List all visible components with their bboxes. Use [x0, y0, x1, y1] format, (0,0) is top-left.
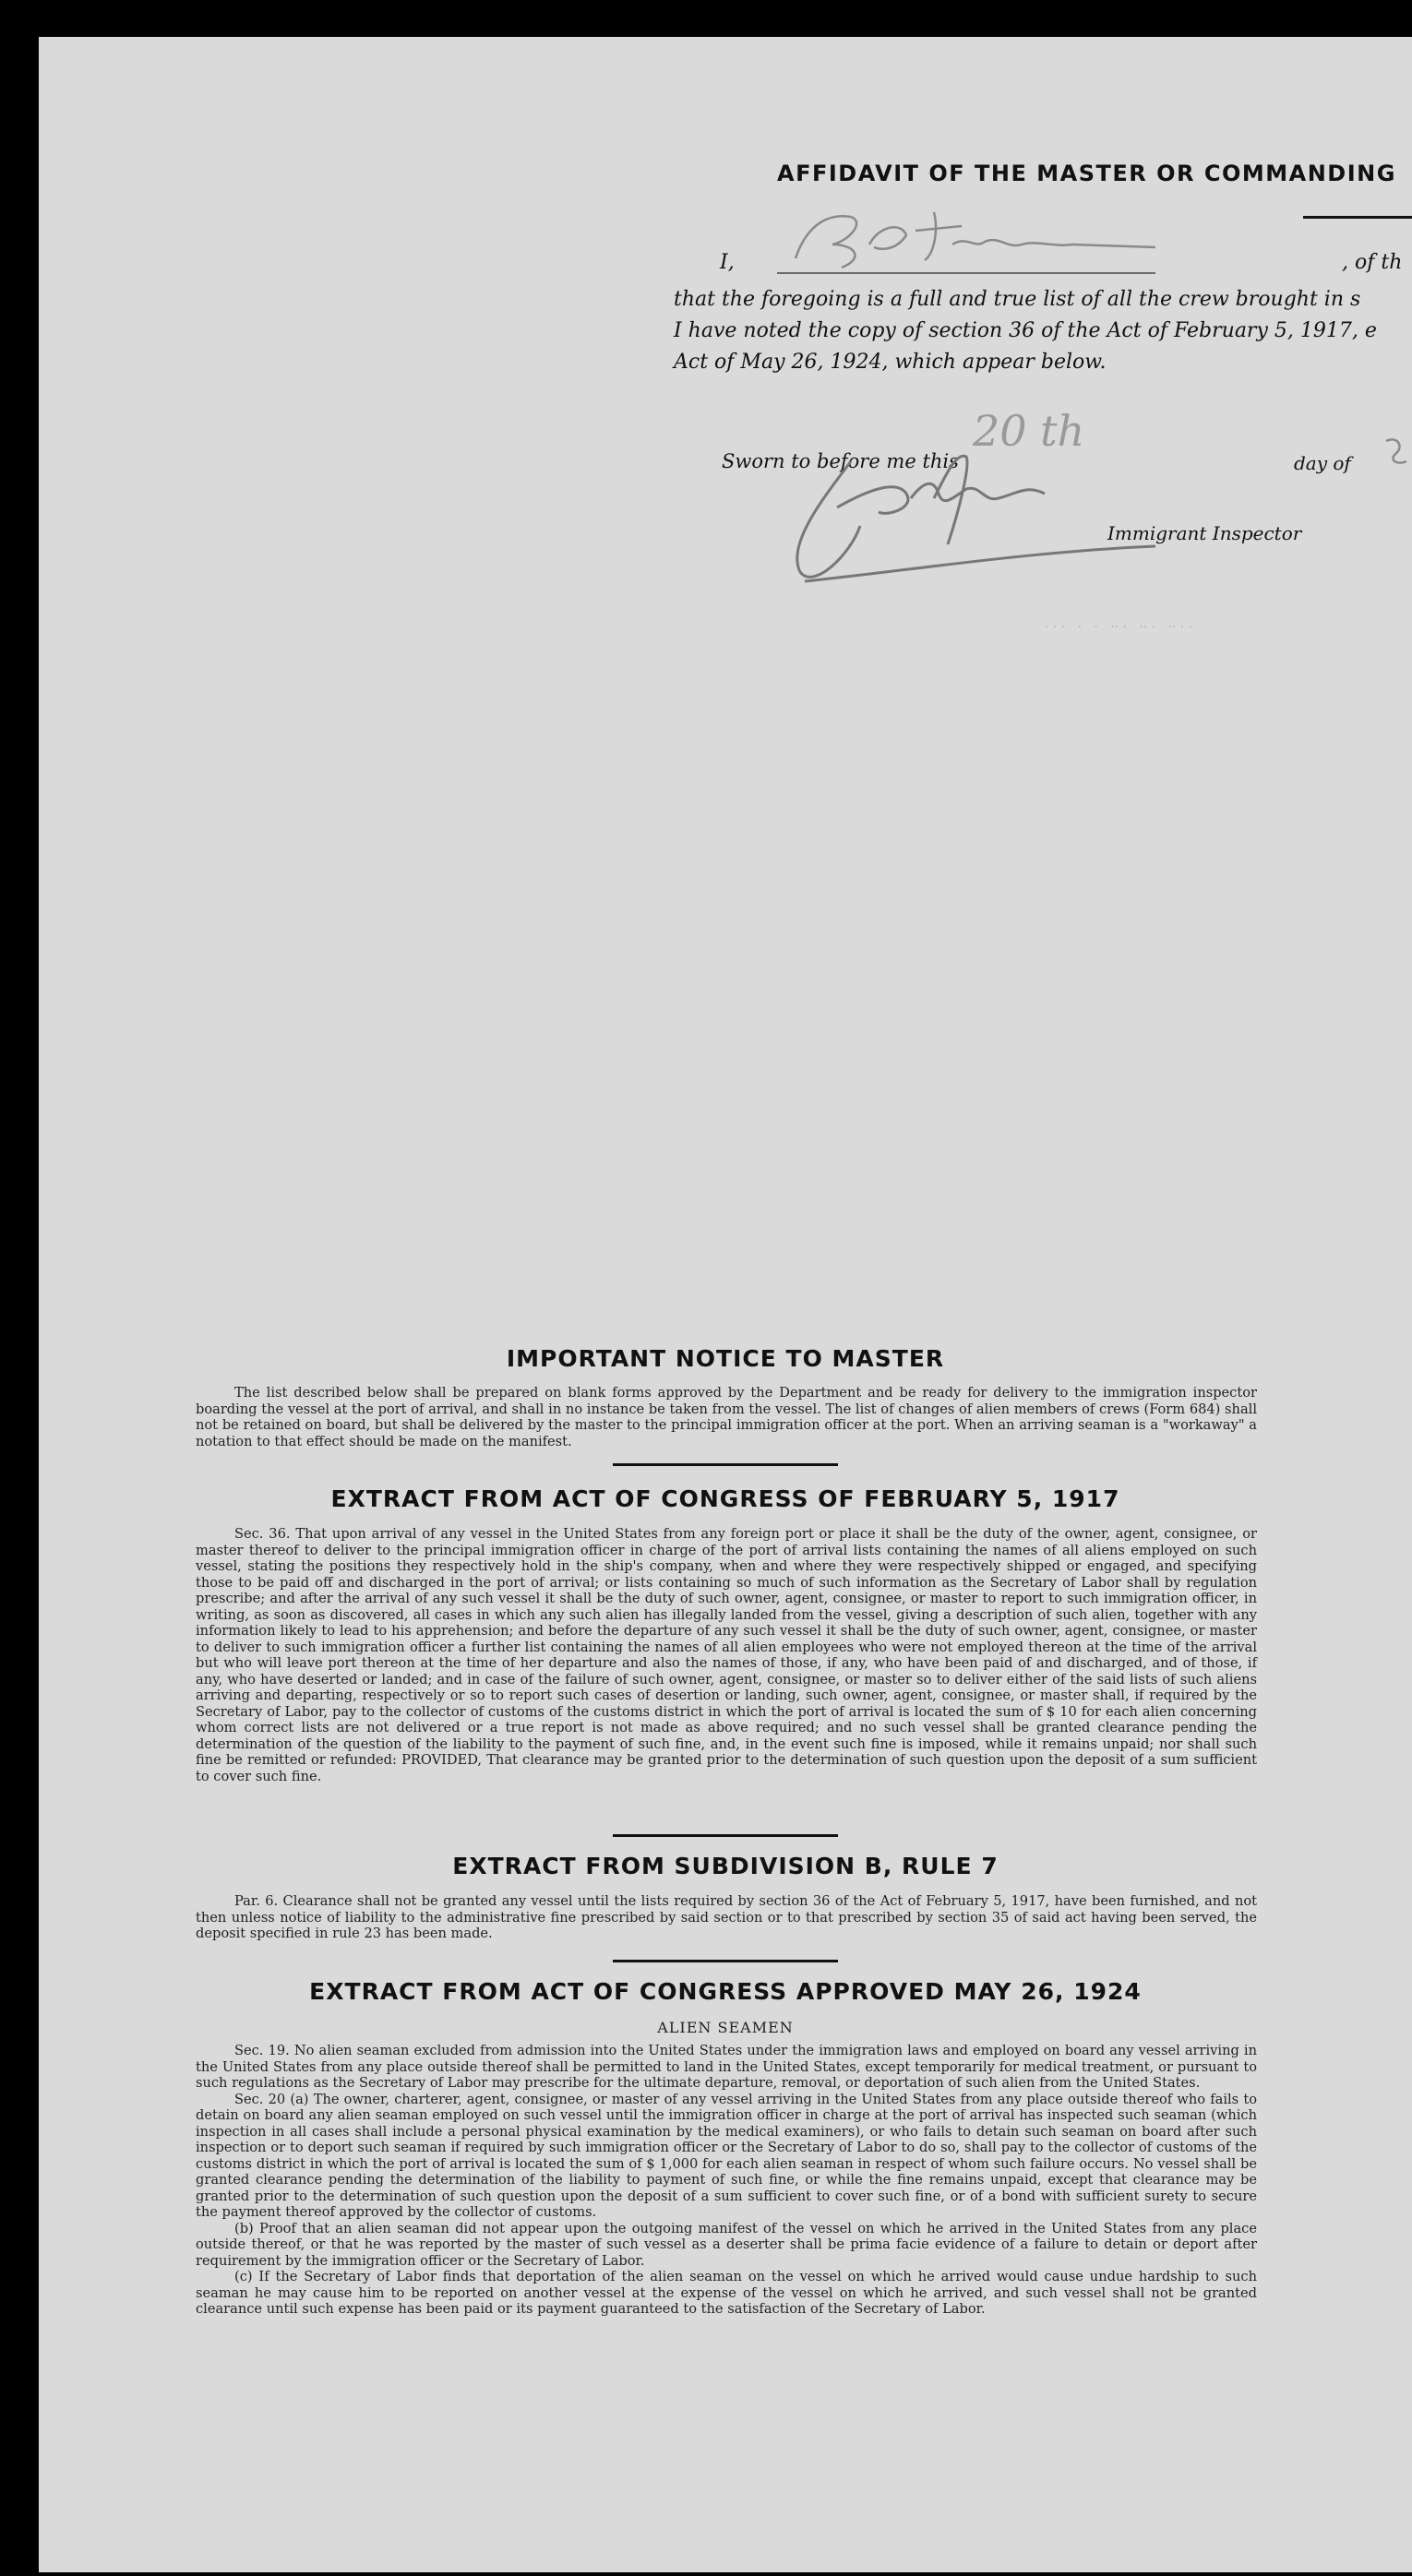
inspector-signature	[749, 443, 1174, 590]
master-signature	[777, 194, 1165, 277]
day-of-label: day of	[1294, 452, 1351, 474]
affidavit-line3: I have noted the copy of section 36 of the Act of February 5, 1917, e	[674, 319, 1377, 342]
notice-body	[196, 1385, 1257, 1449]
alien-seamen-subtitle: ALIEN SEAMEN	[657, 2019, 794, 2036]
notice-title: IMPORTANT NOTICE TO MASTER	[506, 1345, 945, 1372]
section-divider	[613, 1463, 838, 1466]
document-page	[39, 37, 1412, 2572]
sec19-paragraph: Sec. 19. No alien seaman excluded from admission into the United States under the immigration laws and employed on board any vessel arriving in the United States from any place outside thereof shall be permitted to land in the United States, except temporarily for medical treatment, or pursuant to such regulations as the Secretary of Labor may prescribe for the ultimate departure, removal, or deportation of such alien from the United States.	[196, 2043, 1257, 2091]
sec20c-paragraph: (c) If the Secretary of Labor finds that deportation of the alien seaman on the vessel on which he arrived would cause undue hardship to such seaman he may cause him to be reported on another vessel at the expense of the vessel on which he arrived, and such vessel shall not be granted clearance until such expense has been paid or its payment guaranteed to the satisfaction of the Secretary of Labor.	[196, 2269, 1257, 2317]
extract-rule7-body	[196, 1893, 1257, 1942]
affidavit-line1-suffix: , of th	[1342, 251, 1403, 274]
extract-1917-title: EXTRACT FROM ACT OF CONGRESS OF FEBRUARY 5, 1917	[330, 1485, 1120, 1512]
affidavit-line4: Act of May 26, 1924, which appear below.	[674, 351, 1107, 374]
day-handwritten: 20 th	[973, 406, 1085, 456]
bleed-through-marks: · · · · · ·· · ·· · ·· · ·	[1045, 620, 1193, 635]
day-of-fill-mark	[1379, 434, 1412, 471]
affidavit-line2: that the foregoing is a full and true list of all the crew brought in s	[674, 288, 1361, 311]
section-divider	[613, 1834, 838, 1837]
affidavit-line1-prefix: I,	[720, 251, 735, 274]
extract-1924-title: EXTRACT FROM ACT OF CONGRESS APPROVED MAY 26, 1924	[309, 1978, 1142, 2005]
sec36-paragraph: Sec. 36. That upon arrival of any vessel in the United States from any foreign port or place it shall be the duty of the owner, agent, consignee, or master thereof to deliver to the principal immigration officer in charge of the port of arrival lists containing the names of all aliens employed on such vessel, stating the positions they respectively hold in the ship's company, when and where they were respectively shipped or engaged, and specifying those to be paid off and discharged in the port of arrival; or lists containing so much of such information as the Secretary of Labor shall by regulation prescribe; and after the arrival of any such vessel it shall be the duty of such owner, agent, consignee, or master to report to such immigration officer, in writing, as soon as discovered, all cases in which any such alien has illegally landed from the vessel, giving a description of such alien, together with any information likely to lead to his apprehension; and before the departure of any such vessel it shall be the duty of such owner, agent, consignee, or master to deliver to such immigration officer a further list containing the names of all alien employees who were not employed thereon at the time of the arrival but who will leave port thereon at the time of her departure and also the names of those, if any, who have been paid of and discharged, and of those, if any, who have deserted or landed; and in case of the failure of such owner, agent, consignee, or master so to deliver either of the said lists of such aliens arriving and departing, respectively or so to report such cases of desertion or landing, such owner, agent, consignee, or master shall, if required by the Secretary of Labor, pay to the collector of customs of the customs district in which the port of arrival is located the sum of $ 10 for each alien concerning whom correct lists are not delivered or a true report is not made as above required; and no such vessel shall be granted clearance pending the determination of the question of the liability to the payment of such fine, and, in the event such fine is imposed, while it remains unpaid; nor shall such fine be remitted or refunded: PROVIDED, That clearance may be granted prior to the determination of such question upon the deposit of a sum sufficient to cover such fine.	[196, 1526, 1257, 1784]
section-divider	[613, 1960, 838, 1962]
affidavit-rule	[1303, 216, 1412, 219]
affidavit-title: AFFIDAVIT OF THE MASTER OR COMMANDING	[777, 161, 1396, 186]
extract-1924-body	[196, 2043, 1257, 2318]
par6-paragraph: Par. 6. Clearance shall not be granted any vessel until the lists required by section 36 of the Act of February 5, 1917, have been furnished, and not then unless notice of liability to the administrative fine prescribed by said section or to that prescribed by section 35 of said act having been served, the deposit specified in rule 23 has been made.	[196, 1893, 1257, 1941]
sec20b-paragraph: (b) Proof that an alien seaman did not appear upon the outgoing manifest of the vessel on which he arrived in the United States from any place outside thereof, or that he was reported by the master of such vessel as a deserter shall be prima facie evidence of a failure to detain or deport after requirement by the immigration officer or the Secretary of Labor.	[196, 2220, 1257, 2269]
sec20a-paragraph: Sec. 20 (a) The owner, charterer, agent, consignee, or master of any vessel arriving in the United States from any place outside thereof who fails to detain on board any alien seaman employed on such vessel until the immigration officer in charge at the port of arrival has inspected such seaman (which inspection in all cases shall include a personal physical examination by the medical examiners), or who fails to detain such seaman on board after such inspection or to deport such seaman if required by such immigration officer or the Secretary of Labor to do so, shall pay to the collector of customs of the customs district in which the port of arrival is located the sum of $ 1,000 for each alien seaman in respect of whom such failure occurs. No vessel shall be granted clearance pending the determination of the liability to payment of such fine, or while the fine remains unpaid, except that clearance may be granted prior to the determination of such question upon the deposit of a sum sufficient to cover such fine, or of a bond with sufficient surety to secure the payment thereof approved by the collector of customs.	[196, 2091, 1257, 2220]
extract-1917-body	[196, 1526, 1257, 1784]
inspector-label: Immigrant Inspector	[1107, 522, 1302, 544]
notice-paragraph: The list described below shall be prepared on blank forms approved by the Department and be ready for delivery to the immigration inspector boarding the vessel at the port of arrival, and shall in no instance be taken from the vessel. The list of changes of alien members of crews (Form 684) shall not be retained on board, but shall be delivered by the master to the principal immigration officer at the port. When an arriving seaman is a "workaway" a notation to that effect should be made on the manifest.	[196, 1385, 1257, 1449]
extract-rule7-title: EXTRACT FROM SUBDIVISION B, RULE 7	[452, 1853, 999, 1879]
sworn-label: Sworn to before me this	[722, 450, 959, 472]
